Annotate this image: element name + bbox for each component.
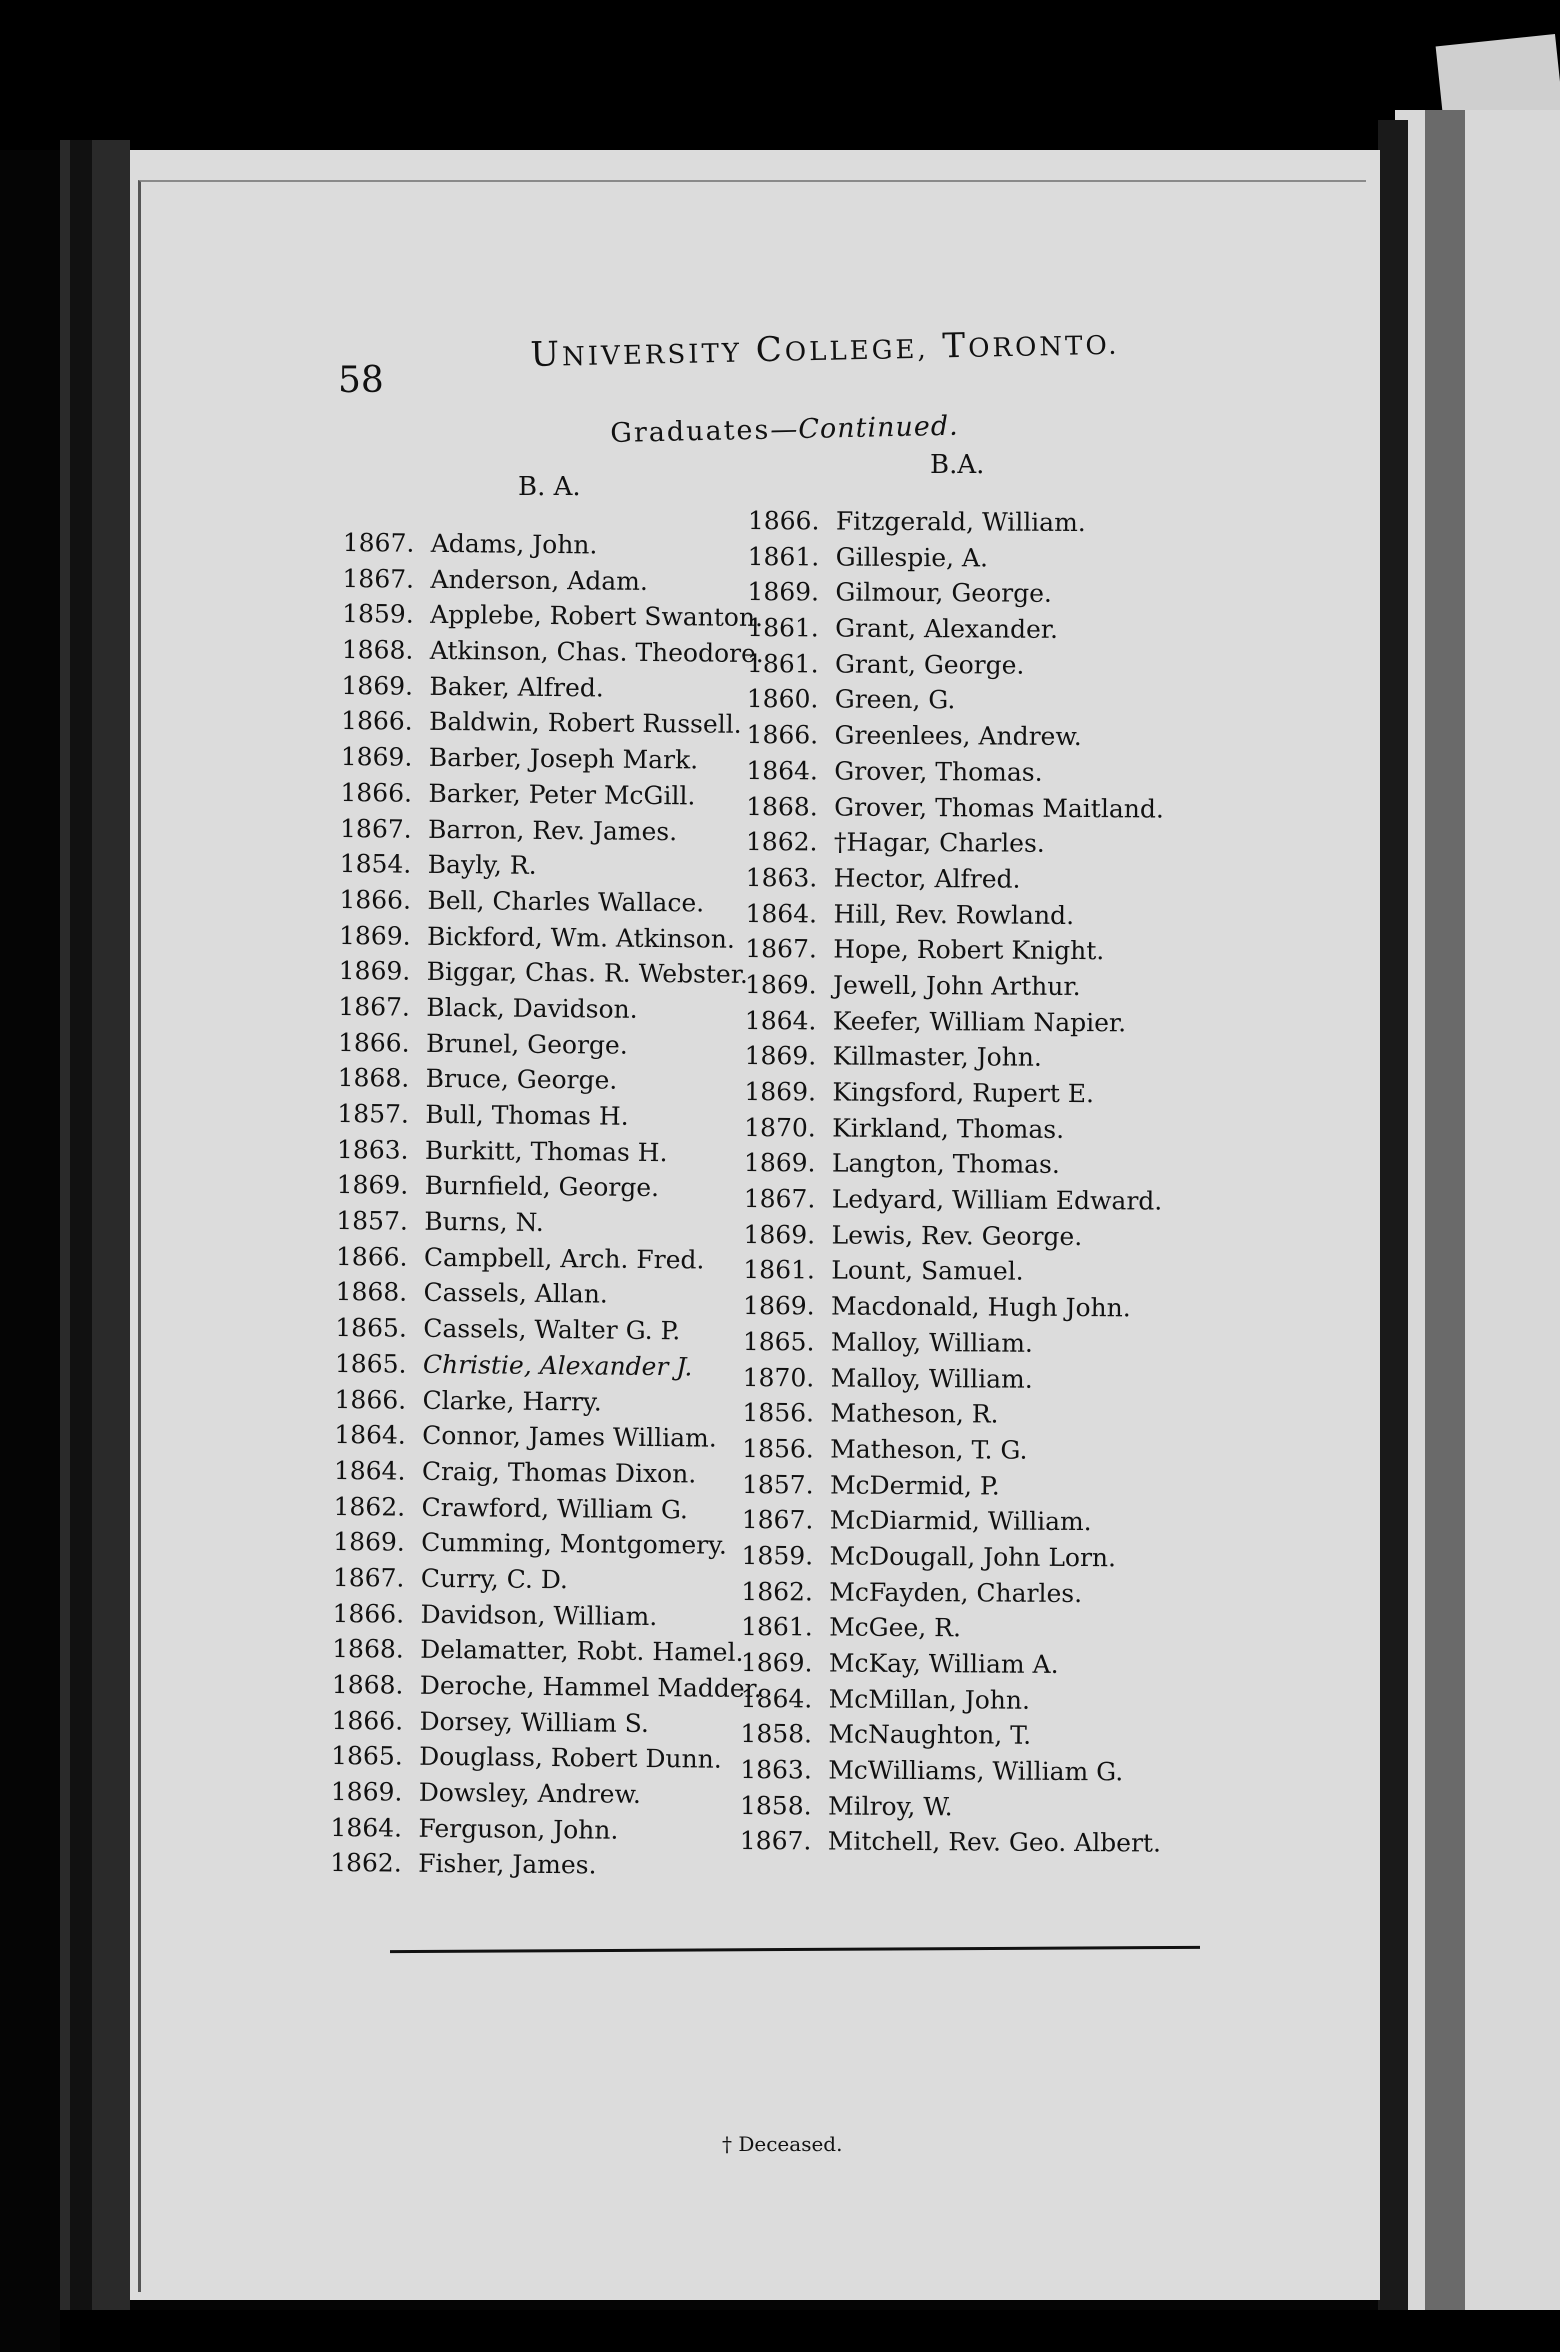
graduate-name: McGee, R. [829,1612,962,1643]
graduate-name: Brunel, George. [425,1028,628,1060]
graduation-year: 1857. [336,1206,409,1236]
graduation-year: 1868. [746,791,818,821]
graduate-entry [745,931,1166,969]
page-number: 58 [338,360,384,401]
graduate-name: Green, G. [834,684,956,715]
graduation-year: 1867. [342,563,415,594]
graduation-year: 1865. [335,1313,408,1343]
graduate-entry [743,1288,1164,1326]
graduate-entry [331,1703,761,1743]
graduation-year: 1864. [334,1420,406,1450]
graduate-name: Burnfield, George. [424,1171,660,1203]
graduate-entry [337,1096,767,1136]
graduate-name: McMillan, John. [828,1684,1031,1715]
graduation-year: 1865. [331,1741,403,1772]
graduate-name: McDermid, P. [829,1470,1000,1501]
graduate-name: McFayden, Charles. [829,1577,1083,1608]
graduate-name: Barber, Joseph Mark. [428,742,699,775]
right-column-label: B.A. [930,450,985,480]
graduate-name: Killmaster, John. [832,1041,1042,1073]
graduation-year: 1861. [741,1612,813,1642]
graduate-entry [330,1810,760,1850]
graduation-year: 1864. [744,1005,817,1036]
graduate-entry [335,1346,765,1386]
graduate-name: Connor, James William. [422,1420,717,1453]
graduate-entry [741,1538,1162,1576]
graduate-entry [332,1667,762,1707]
graduate-entry [743,1359,1164,1397]
graduation-year: 1867. [745,934,817,964]
graduate-entry [747,610,1168,648]
graduate-entry [745,896,1166,934]
graduate-name: Gilmour, George. [835,577,1052,609]
graduate-name: Milroy, W. [827,1791,953,1822]
graduation-year: 1866. [335,1241,408,1272]
footnote: † Deceased. [722,2132,843,2156]
graduation-year: 1866. [340,706,413,737]
graduation-year: 1869. [333,1527,405,1557]
graduate-name: Malloy, William. [830,1327,1034,1358]
graduate-entry [331,1738,761,1778]
graduate-name: Clarke, Harry. [422,1385,602,1417]
right-column-list [740,503,1169,1862]
graduate-name: Grover, Thomas. [834,756,1043,787]
graduate-entry [745,967,1166,1005]
graduation-year: 1870. [744,1112,816,1143]
graduate-name: Gillespie, A. [835,542,989,573]
graduate-name: Bell, Charles Wallace. [427,885,705,918]
graduation-year: 1866. [334,1384,407,1415]
graduation-year: 1866. [747,505,820,536]
graduation-year: 1866. [339,884,412,915]
graduate-entry [747,681,1168,719]
graduate-name: Baldwin, Robert Russell. [428,707,742,740]
graduate-entry [744,1181,1165,1219]
graduation-year: 1862. [745,827,818,857]
graduate-entry [741,1574,1162,1612]
graduation-year: 1867. [739,1826,812,1856]
graduate-entry [336,1239,766,1279]
graduation-year: 1866. [332,1598,405,1629]
graduation-year: 1866. [340,777,413,808]
graduation-year: 1860. [746,684,819,714]
graduation-year: 1856. [742,1398,815,1428]
graduate-entry [336,1167,766,1207]
graduate-name: Applebe, Robert Swanton. [430,600,764,633]
graduation-year: 1870. [742,1362,815,1392]
graduation-year: 1865. [742,1326,815,1357]
graduation-year: 1864. [745,898,818,928]
graduate-name: McNaughton, T. [828,1719,1032,1751]
graduate-entry [342,561,772,601]
graduate-entry [746,753,1167,791]
graduate-entry [336,1203,766,1243]
graduation-year: 1869. [338,956,411,986]
graduation-year: 1869. [330,1777,403,1807]
graduate-entry [334,1453,764,1493]
graduate-name: Matheson, R. [830,1398,999,1429]
graduate-entry [333,1489,763,1529]
graduation-year: 1861. [746,648,819,679]
graduate-name: Black, Davidson. [426,992,638,1024]
graduate-entry [337,1132,767,1172]
scan-background-top [0,0,1560,150]
facing-page-edge [1395,110,1560,2310]
graduation-year: 1869. [341,670,414,701]
graduation-year: 1861. [743,1255,815,1285]
graduation-year: 1869. [744,969,817,1000]
graduation-year: 1869. [747,577,820,607]
graduation-year: 1859. [741,1540,814,1571]
graduate-name: Lewis, Rev. George. [831,1220,1083,1251]
graduation-year: 1863. [745,862,818,893]
graduation-year: 1867. [743,1184,816,1214]
graduate-entry [741,1609,1162,1647]
graduate-entry [340,810,770,850]
graduate-entry [331,1774,761,1814]
graduate-name: Davidson, William. [420,1599,658,1631]
graduation-year: 1869. [744,1076,817,1107]
graduate-entry [740,1716,1161,1754]
graduation-year: 1862. [330,1848,402,1879]
graduate-entry [340,846,770,886]
graduate-entry [747,574,1168,612]
graduate-entry [340,775,770,815]
graduation-year: 1867. [741,1505,814,1535]
graduate-name: Greenlees, Andrew. [834,720,1082,752]
graduate-entry [743,1324,1164,1362]
graduation-year: 1862. [333,1491,406,1522]
graduation-year: 1854. [339,849,412,879]
graduation-year: 1866. [746,720,819,750]
graduate-entry [339,953,769,993]
graduate-entry [741,1681,1162,1719]
graduate-entry [342,632,772,672]
graduation-year: 1861. [747,613,819,643]
running-head-word: TORONTO. [942,325,1120,367]
graduate-name: Burns, N. [424,1206,544,1238]
graduation-year: 1858. [740,1719,813,1749]
graduate-name: Mitchell, Rev. Geo. Albert. [827,1826,1162,1858]
graduate-name: Hill, Rev. Rowland. [833,899,1075,930]
graduate-entry [744,1074,1165,1112]
graduate-name: Grover, Thomas Maitland. [834,792,1164,824]
graduate-entry [341,739,771,779]
graduate-entry [335,1274,765,1314]
graduate-name: Fitzgerald, William. [835,506,1086,538]
section-heading-text: Graduates [610,414,771,449]
graduate-name: Curry, C. D. [420,1563,569,1595]
graduation-year: 1868. [332,1634,404,1664]
graduate-entry [743,1217,1164,1255]
graduation-year: 1869. [340,742,413,772]
graduate-entry [338,1025,768,1065]
graduate-name: McDiarmid, William. [829,1505,1092,1537]
graduate-name: Baker, Alfred. [429,671,604,703]
graduation-year: 1868. [331,1669,404,1700]
graduate-name: Langton, Thomas. [831,1148,1060,1180]
graduation-year: 1866. [337,1027,410,1058]
graduate-name: Kingsford, Rupert E. [832,1077,1095,1109]
graduation-year: 1868. [335,1277,408,1308]
graduate-name: Biggar, Chas. R. Webster. [426,957,749,990]
graduate-entry [332,1631,762,1671]
graduation-year: 1869. [744,1041,817,1071]
graduate-name: Grant, Alexander. [835,613,1059,644]
graduation-year: 1869. [743,1291,815,1321]
graduate-entry [742,1467,1163,1505]
graduate-name: Barron, Rev. James. [427,814,678,846]
graduate-name: Ferguson, John. [418,1813,619,1845]
left-column-label: B. A. [518,472,581,502]
graduate-name: Hope, Robert Knight. [833,934,1105,966]
graduate-name: Campbell, Arch. Fred. [423,1242,705,1275]
graduation-year: 1858. [739,1790,812,1821]
graduate-entry [748,503,1169,541]
graduate-entry [742,1502,1163,1540]
graduate-entry [339,918,769,958]
graduation-year: 1864. [746,755,819,786]
graduation-year: 1868. [341,635,414,665]
graduation-year: 1867. [332,1562,405,1593]
graduate-entry [742,1431,1163,1469]
graduate-entry [746,717,1167,755]
graduate-name: Lount, Samuel. [831,1255,1024,1287]
graduate-name: Malloy, William. [830,1363,1033,1394]
graduate-entry [335,1310,765,1350]
graduation-year: 1864. [333,1455,406,1486]
graduate-name: Hector, Alfred. [833,863,1021,894]
graduate-entry [330,1845,760,1885]
graduation-year: 1862. [741,1576,814,1607]
graduate-entry [338,989,768,1029]
graduate-entry [333,1524,763,1564]
graduation-year: 1865. [334,1348,407,1379]
graduate-entry [333,1560,763,1600]
graduate-name: Bayly, R. [427,850,537,881]
graduate-entry [744,1145,1165,1183]
graduate-name: Bruce, George. [425,1064,618,1095]
graduate-name: Atkinson, Chas. Theodore. [429,635,764,669]
graduate-entry [332,1596,762,1636]
left-column-list [330,525,773,1885]
graduate-name: Bickford, Wm. Atkinson. [426,921,735,954]
graduation-year: 1867. [339,813,412,844]
graduate-entry [747,646,1168,684]
graduate-entry [745,1038,1166,1076]
graduation-year: 1866. [331,1705,404,1736]
graduate-name: McWilliams, William G. [828,1755,1124,1787]
graduate-entry [748,539,1169,577]
graduate-entry [338,1060,768,1100]
graduate-name: Adams, John. [430,528,598,560]
graduate-name: Cassels, Allan. [423,1278,608,1310]
graduate-entry [740,1752,1161,1790]
graduate-name: Kirkland, Thomas. [832,1113,1065,1144]
graduate-entry [746,860,1167,898]
graduate-name: Macdonald, Hugh John. [831,1291,1131,1323]
running-head-word: COLLEGE, [755,329,929,371]
graduate-name: Dorsey, William S. [419,1706,650,1738]
graduation-year: 1856. [742,1433,814,1464]
graduation-year: 1869. [743,1148,816,1178]
graduation-year: 1869. [338,920,411,951]
graduation-year: 1863. [336,1134,409,1165]
graduate-entry [339,882,769,922]
graduate-name: Delamatter, Robt. Hamel. [420,1635,744,1668]
graduation-year: 1867. [342,527,415,558]
graduation-year: 1867. [338,991,411,1022]
gutter-shadow [1378,120,1408,2310]
graduate-name: Barker, Peter McGill. [428,778,696,811]
graduate-entry [740,1788,1161,1826]
graduate-entry [341,668,771,708]
running-head-word: UNIVERSITY [530,334,743,375]
graduate-entry [334,1417,764,1457]
graduate-entry [742,1395,1163,1433]
graduate-name: Craig, Thomas Dixon. [421,1456,697,1489]
graduate-name: Christie, Alexander J. [422,1349,693,1382]
graduate-entry [746,824,1167,862]
graduate-name: Crawford, William G. [421,1492,689,1524]
graduation-year: 1869. [336,1170,409,1201]
graduate-name: Keefer, William Napier. [832,1006,1127,1037]
book-spine-edge [60,140,130,2320]
graduation-year: 1868. [337,1063,410,1093]
graduation-year: 1857. [741,1469,814,1499]
graduate-entry [343,525,773,565]
graduation-year: 1863. [740,1755,812,1785]
graduate-entry [741,1645,1162,1683]
graduate-name: Burkitt, Thomas H. [424,1135,668,1167]
graduation-year: 1859. [342,599,414,630]
graduate-entry [743,1252,1164,1290]
section-heading-suffix: —Continued. [769,410,960,446]
graduation-year: 1857. [337,1098,410,1129]
graduation-year: 1864. [330,1812,403,1843]
graduate-name: Bull, Thomas H. [425,1099,629,1131]
graduation-year: 1869. [740,1647,813,1678]
graduation-year: 1864. [740,1683,813,1714]
scan-background-bottom [60,2310,1560,2352]
graduate-name: McDougall, John Lorn. [829,1541,1117,1573]
graduate-name: Fisher, James. [418,1849,597,1880]
graduate-name: Douglass, Robert Dunn. [419,1742,722,1775]
graduate-entry [744,1110,1165,1148]
graduate-name: Deroche, Hammel Madder. [419,1670,762,1704]
graduate-entry [740,1823,1161,1861]
graduate-name: Cumming, Montgomery. [421,1528,728,1560]
graduate-entry [342,596,772,636]
graduate-name: †Hagar, Charles. [833,827,1045,859]
graduate-entry [746,788,1167,826]
graduation-year: 1869. [743,1219,816,1250]
graduate-name: Dowsley, Andrew. [418,1777,642,1809]
graduate-name: Grant, George. [834,649,1025,680]
graduation-year: 1861. [747,541,820,572]
graduate-name: McKay, William A. [828,1648,1059,1679]
graduate-name: Ledyard, William Edward. [831,1184,1163,1216]
graduate-entry [334,1381,764,1421]
graduate-name: Anderson, Adam. [430,564,649,596]
graduate-name: Matheson, T. G. [830,1434,1028,1465]
graduate-name: Cassels, Walter G. P. [423,1313,681,1346]
graduate-entry [341,703,771,743]
graduate-entry [745,1003,1166,1041]
graduate-name: Jewell, John Arthur. [832,970,1081,1001]
